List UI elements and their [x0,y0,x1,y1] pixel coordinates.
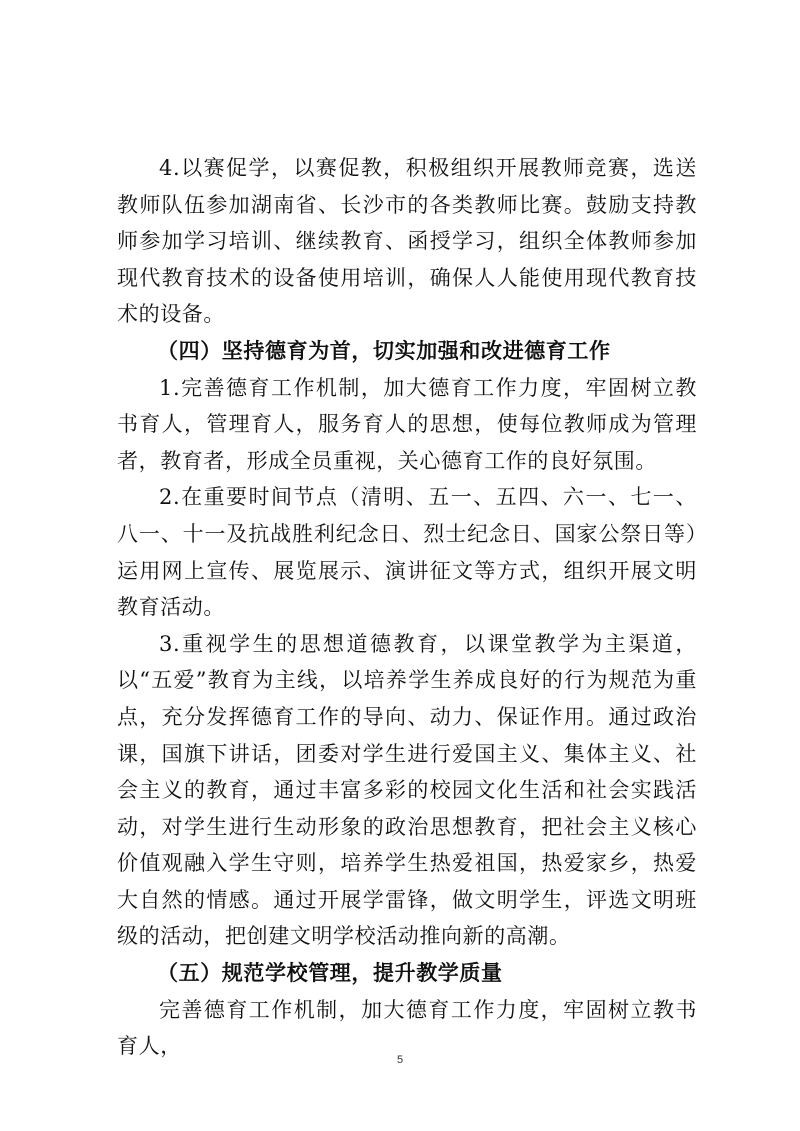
paragraph-item-1-moral-mechanism: 1.完善德育工作机制，加大德育工作力度，牢固树立教书育人，管理育人，服务育人的思想，使每位教师成为管理者，教育者，形成全员重视，关心德育工作的良好氛围。 [117,375,697,473]
paragraph-management-intro: 完善德育工作机制，加大德育工作力度，牢固树立教书育人， [117,997,697,1059]
paragraph-item-4-teacher-competition: 4.以赛促学，以赛促教，积极组织开展教师竞赛，选送教师队伍参加湖南省、长沙市的各类教师比赛。鼓励支持教师参加学习培训、继续教育、函授学习，组织全体教师参加现代教育技术的设备使用培训，确保人人能使用现代教育技术的设备。 [117,156,697,327]
document-body [117,150,697,1065]
paragraph-item-2-key-dates: 2.在重要时间节点（清明、五一、五四、六一、七一、八一、十一及抗战胜利纪念日、烈士纪念日、国家公祭日等）运用网上宣传、展览展示、演讲征文等方式，组织开展文明教育活动。 [117,485,697,620]
page-number: 5 [396,1054,404,1066]
section-heading-4-moral-education: （四）坚持德育为首，切实加强和改进德育工作 [157,337,611,363]
paragraph-item-3-ideological-education: 3.重视学生的思想道德教育，以课堂教学为主渠道，以“五爱”教育为主线，以培养学生养成良好的行为规范为重点，充分发挥德育工作的导向、动力、保证作用。通过政治课，国旗下讲话，团委对学生进行爱国主义、集体主义、社会主义的教育，通过丰富多彩的校园文化生活和社会实践活动，对学生进行生动形象的政治思想教育，把社会主义核心价值观融入学生守则，培养学生热爱祖国，热爱家乡，热爱大自然的情感。通过开展学雷锋，做文明学生，评选文明班级的活动，把创建文明学校活动推向新的高潮。 [117,631,697,949]
section-heading-5-school-management: （五）规范学校管理，提升教学质量 [157,960,503,986]
